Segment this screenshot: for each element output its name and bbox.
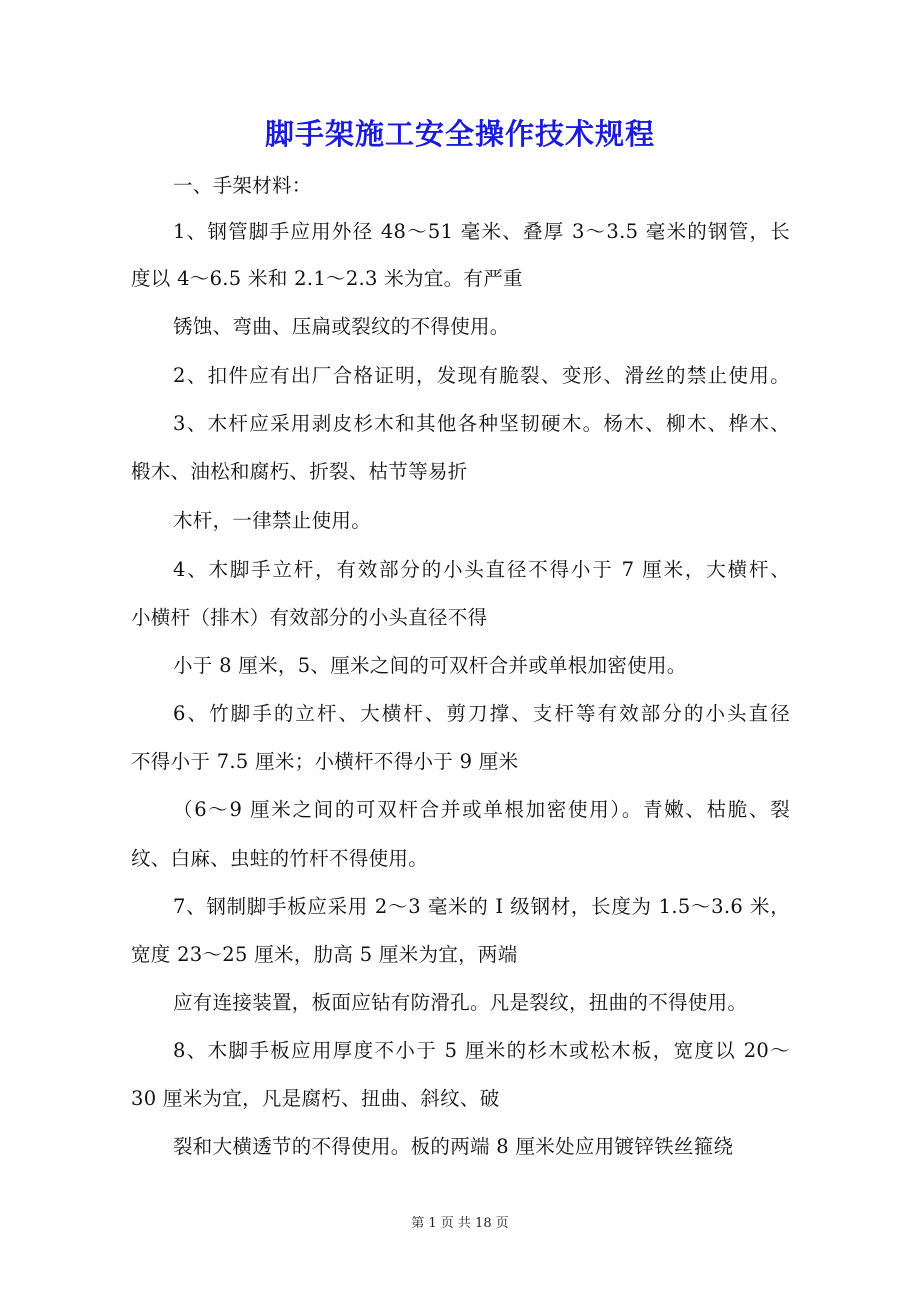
paragraph-line: 8、木脚手板应用厚度不小于 5 厘米的杉木或松木板，宽度以 20～: [173, 1039, 790, 1062]
paragraph-line: 1、钢管脚手应用外径 48～51 毫米、叠厚 3～3.5 毫米的钢管，长: [173, 220, 790, 243]
paragraph-line: 应有连接装置，板面应钻有防滑孔。凡是裂纹，扭曲的不得使用。: [173, 991, 748, 1014]
paragraph-line: 宽度 23～25 厘米，肋高 5 厘米为宜，两端: [131, 943, 518, 966]
paragraph-line: （6～9 厘米之间的可双杆合并或单根加密使用）。青嫩、枯脆、裂: [173, 798, 790, 821]
section-heading: 一、手架材料：: [173, 174, 312, 197]
paragraph-line: 4、木脚手立杆，有效部分的小头直径不得小于 7 厘米，大横杆、: [173, 558, 790, 581]
document-title: 脚手架施工安全操作技术规程: [264, 117, 655, 151]
paragraph-line: 7、钢制脚手板应采用 2～3 毫米的 I 级钢材，长度为 1.5～3.6 米，: [173, 895, 790, 918]
paragraph-line: 度以 4～6.5 米和 2.1～2.3 米为宜。有严重: [131, 267, 523, 290]
paragraph-line: 锈蚀、弯曲、压扁或裂纹的不得使用。: [173, 315, 510, 338]
paragraph-line: 小于 8 厘米，5、厘米之间的可双杆合并或单根加密使用。: [173, 654, 687, 677]
paragraph-line: 木杆，一律禁止使用。: [173, 509, 372, 532]
paragraph-line: 裂和大横透节的不得使用。板的两端 8 厘米处应用镀锌铁丝箍绕: [173, 1135, 734, 1158]
page-indicator: 第 1 页 共 18 页: [411, 1216, 509, 1231]
paragraph-line: 3、木杆应采用剥皮杉木和其他各种坚韧硬木。杨木、柳木、桦木、: [173, 412, 790, 435]
paragraph-line: 不得小于 7.5 厘米；小横杆不得小于 9 厘米: [131, 750, 519, 773]
paragraph-line: 纹、白麻、虫蛀的竹杆不得使用。: [131, 847, 429, 870]
paragraph-line: 30 厘米为宜，凡是腐朽、扭曲、斜纹、破: [131, 1087, 500, 1110]
paragraph-line: 6、竹脚手的立杆、大横杆、剪刀撑、支杆等有效部分的小头直径: [173, 702, 790, 725]
paragraph-line: 2、扣件应有出厂合格证明，发现有脆裂、变形、滑丝的禁止使用。: [173, 364, 790, 387]
paragraph-line: 小横杆（排木）有效部分的小头直径不得: [131, 606, 488, 629]
paragraph-line: 椴木、油松和腐朽、折裂、枯节等易折: [131, 460, 468, 483]
